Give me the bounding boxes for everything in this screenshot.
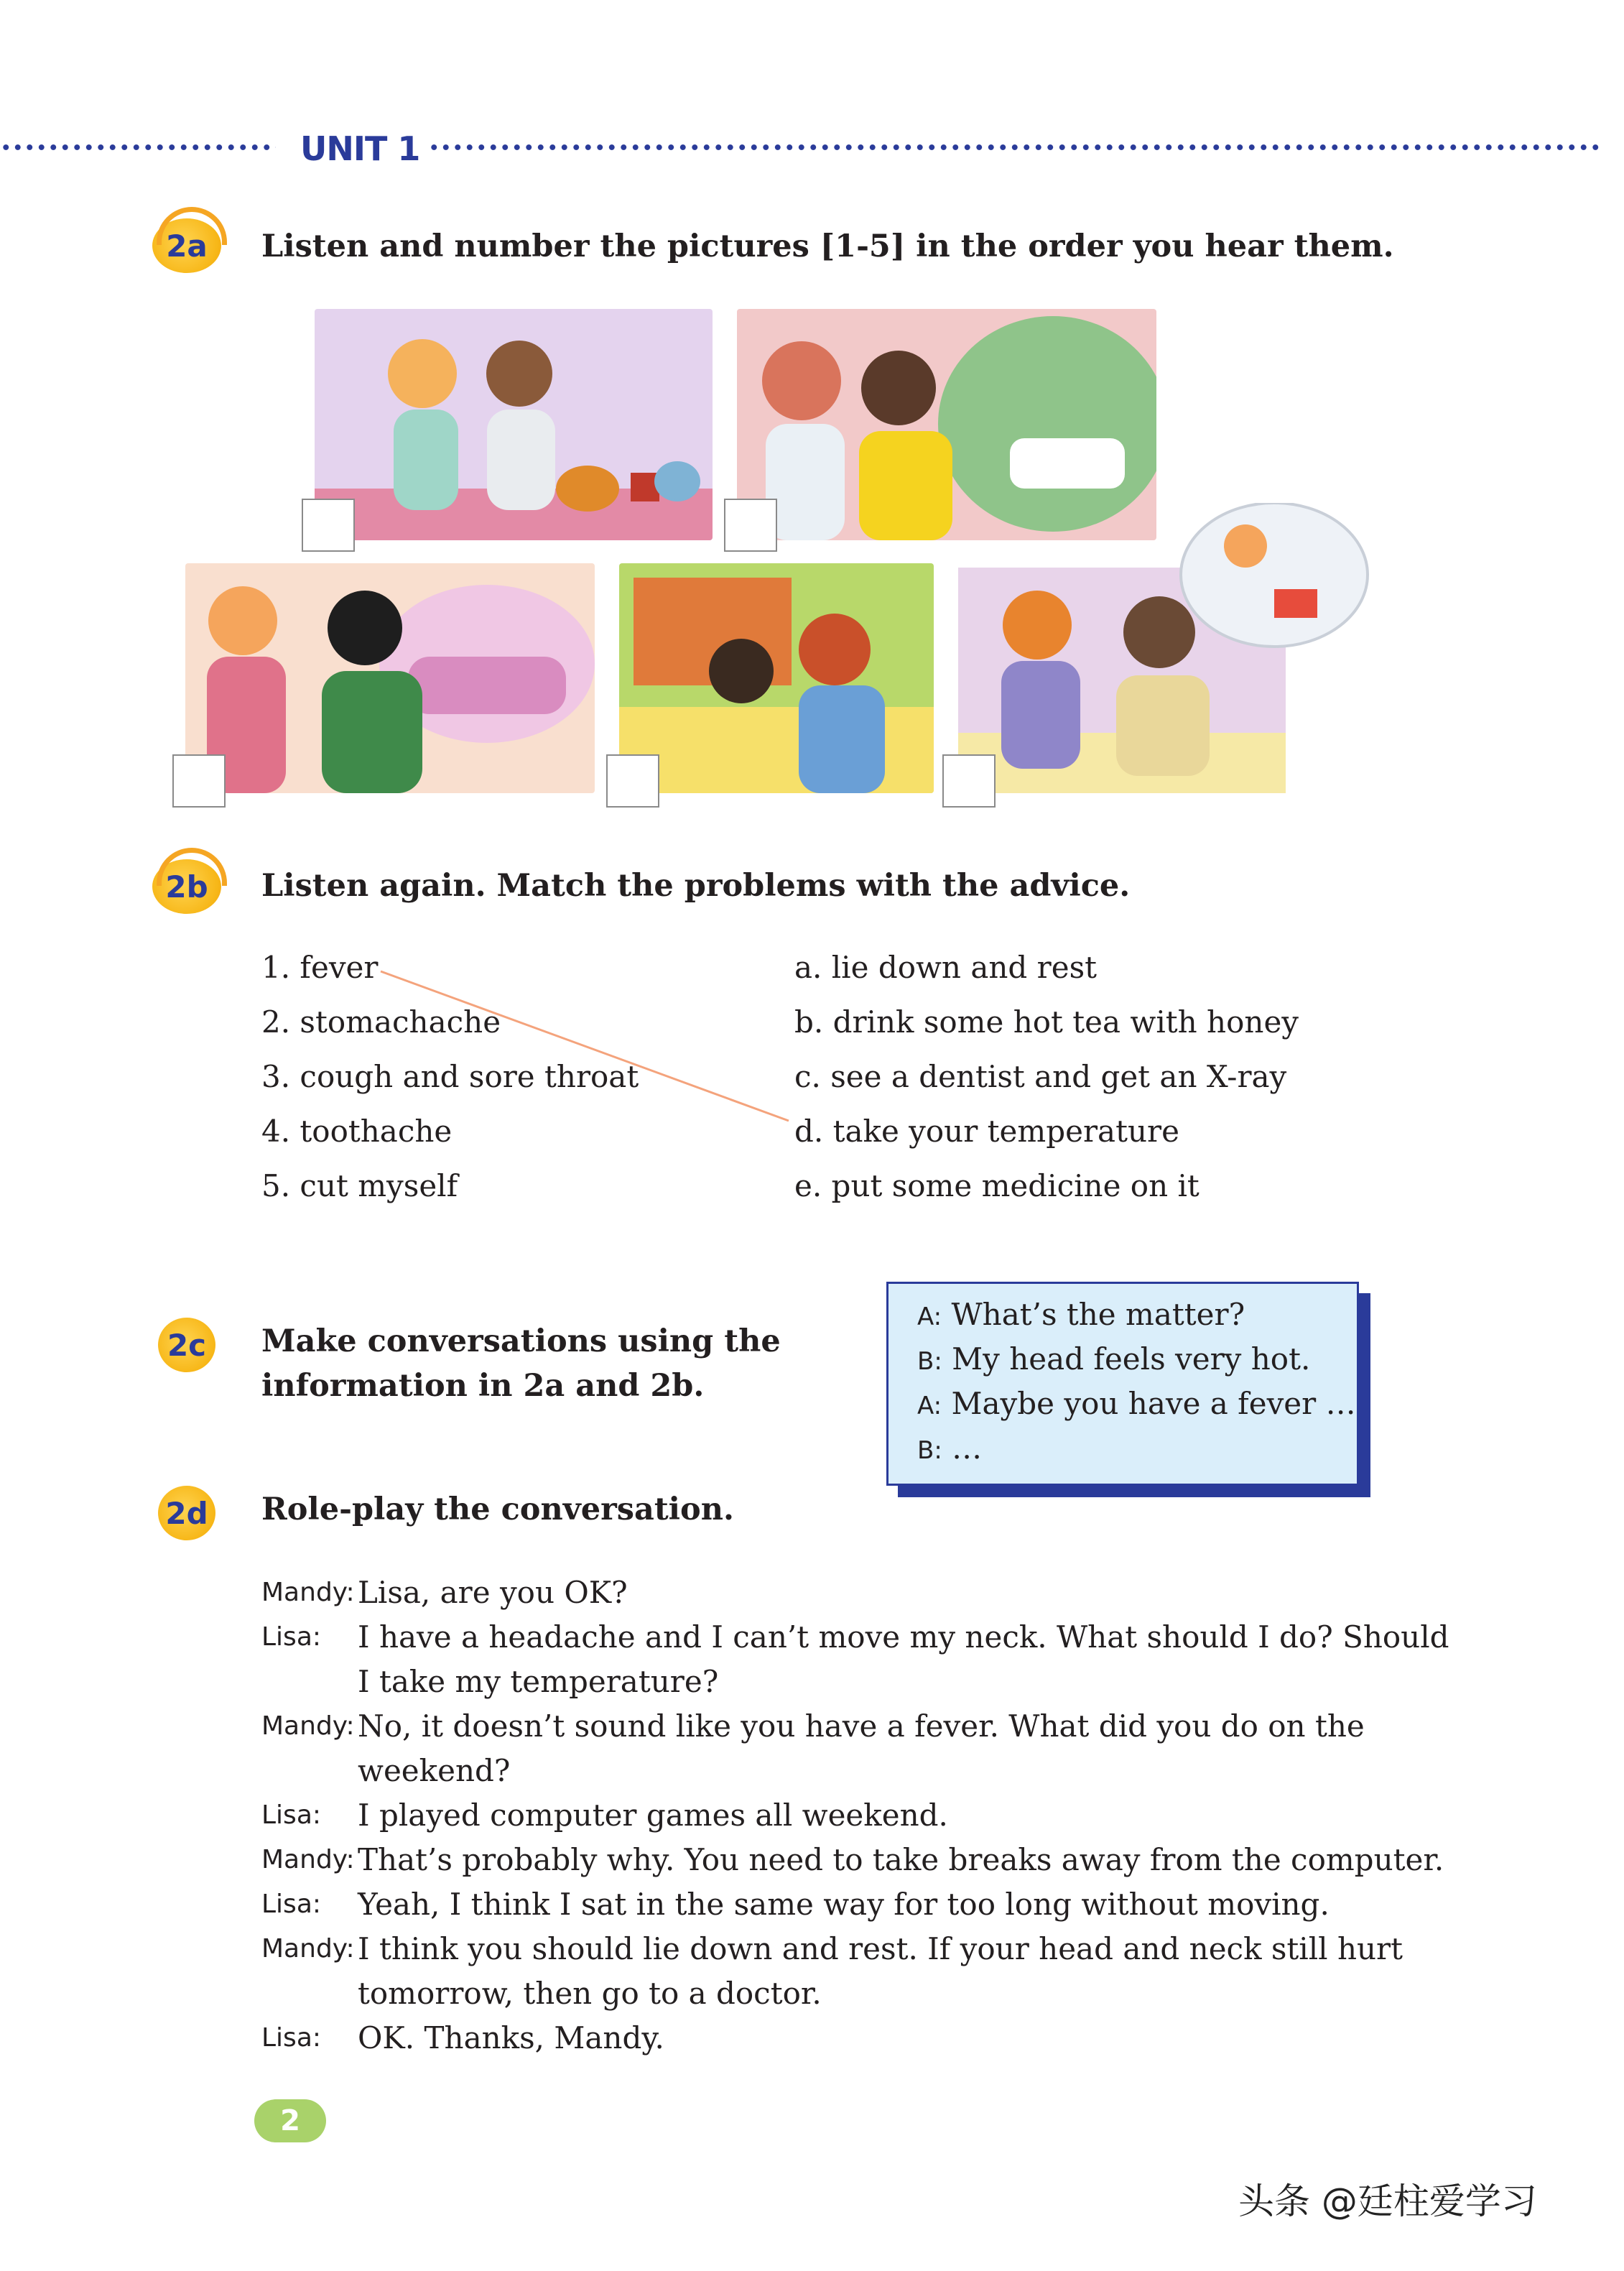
advice-item: a. lie down and rest [794,950,1098,985]
problem-item: 5. cut myself [261,1168,458,1203]
convo-line [917,1297,1245,1332]
dialogue-speaker: Mandy: [261,1845,355,1874]
dialogue-line: tomorrow, then go to a doctor. [358,1976,822,2011]
badge-2c-label: 2c [167,1327,207,1363]
dialogue-line: Lisa, are you OK? [358,1575,628,1610]
convo-line [917,1341,1310,1377]
convo-line [917,1386,1356,1421]
convo-speaker: B: [917,1436,942,1465]
convo-text: My head feels very hot. [952,1341,1311,1377]
dialogue-line: I played computer games all weekend. [358,1798,948,1833]
dialogue-line: weekend? [358,1753,511,1788]
dialogue-line: OK. Thanks, Mandy. [358,2020,664,2055]
dialogue-line: I think you should lie down and rest. If your head and neck still hurt [358,1931,1403,1966]
problem-item: 3. cough and sore throat [261,1059,639,1094]
convo-text: … [952,1430,983,1466]
advice-item: d. take your temperature [794,1114,1179,1149]
convo-text: What’s the matter? [951,1297,1245,1332]
instruction-2c-line2: information in 2a and 2b. [261,1368,705,1404]
convo-line [917,1430,982,1466]
example-conversation-box [886,1282,1359,1486]
instruction-2d: Role-play the conversation. [261,1491,734,1527]
badge-2c [158,1318,215,1372]
instruction-2a: Listen and number the pictures [1-5] in the order you hear them. [261,228,1394,264]
convo-speaker: A: [917,1392,942,1420]
convo-text: Maybe you have a fever … [951,1386,1356,1421]
dialogue-line: I take my temperature? [358,1664,719,1699]
instruction-2c-line1: Make conversations using the [261,1323,781,1359]
dialogue-speaker: Mandy: [261,1934,355,1964]
badge-2b-label: 2b [165,869,208,905]
dialogue-line: No, it doesn’t sound like you have a fever. What did you do on the [358,1708,1365,1744]
dialogue-speaker: Mandy: [261,1711,355,1741]
advice-item: c. see a dentist and get an X-ray [794,1059,1287,1094]
dialogue-line: Yeah, I think I sat in the same way for too long without moving. [358,1887,1330,1922]
convo-speaker: B: [917,1347,942,1376]
problem-item: 4. toothache [261,1114,453,1149]
watermark-text: 头条 @廷柱爱学习 [1238,2180,1537,2222]
page-number: 2 [254,2099,326,2142]
dialogue-speaker: Lisa: [261,1622,322,1652]
dialogue-speaker: Lisa: [261,1890,322,1919]
problem-item: 1. fever [261,950,379,985]
dialogue-speaker: Lisa: [261,1800,322,1830]
dialogue-line: That’s probably why. You need to take breaks away from the computer. [358,1842,1444,1877]
dialogue-line: I have a headache and I can’t move my neck. What should I do? Should [358,1619,1449,1655]
convo-speaker: A: [917,1303,942,1331]
instruction-2b: Listen again. Match the problems with the advice. [261,868,1131,904]
badge-2d-label: 2d [165,1495,208,1531]
badge-2a-label: 2a [166,228,208,264]
advice-item: e. put some medicine on it [794,1168,1200,1203]
dialogue-speaker: Mandy: [261,1578,355,1607]
badge-2d [158,1486,215,1540]
advice-item: b. drink some hot tea with honey [794,1004,1299,1040]
problem-item: 2. stomachache [261,1004,501,1040]
unit-title: UNIT 1 [300,129,420,168]
dialogue-speaker: Lisa: [261,2023,322,2053]
